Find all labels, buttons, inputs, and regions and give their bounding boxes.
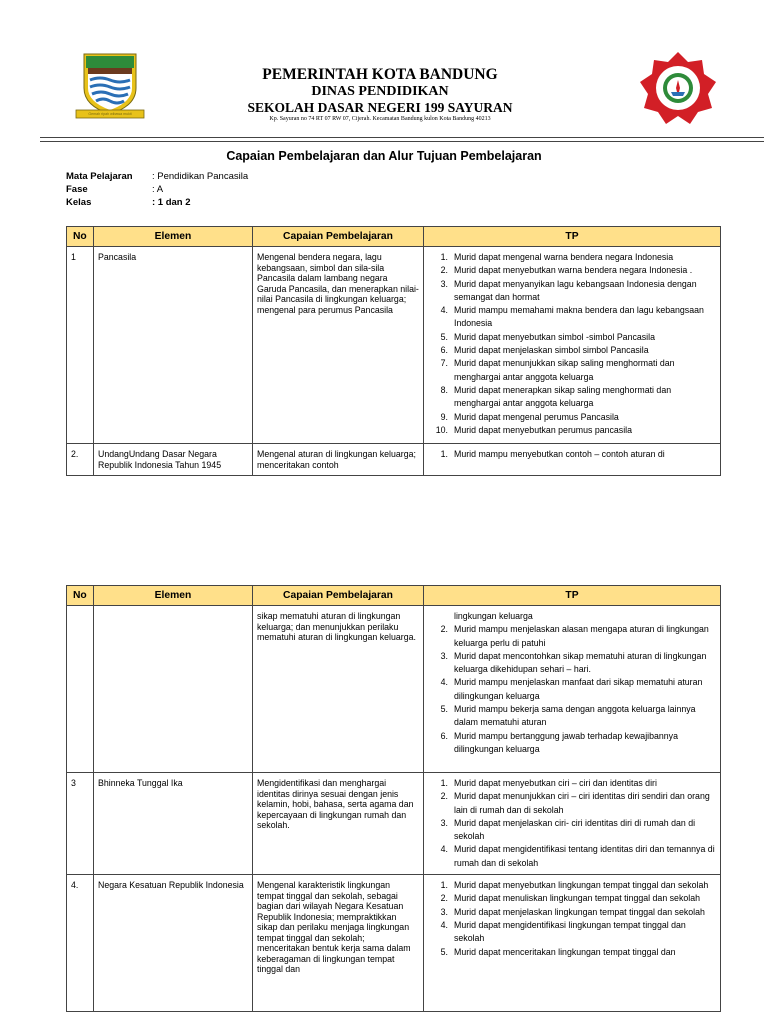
row-no: 3 xyxy=(71,778,76,788)
table-row xyxy=(67,773,721,875)
list-item: 3. Murid dapat menjelaskan ciri- ciri identitas diri di rumah dan di sekolah xyxy=(440,817,696,842)
list-item: 6. Murid mampu bertanggung jawab terhadap kewajibannya dilingkungan keluarga xyxy=(440,730,678,754)
list-item: 7. Murid dapat menunjukkan sikap saling menghormati dan menghargai antar anggota keluarga xyxy=(440,358,675,382)
list-item: 4. Murid mampu menjelaskan manfaat dari sikap mematuhi aturan dilingkungan keluarga xyxy=(440,677,703,701)
list-item: 2. Murid dapat menyebutkan warna bendera negara Indonesia . xyxy=(440,265,693,276)
learning-outcomes-table-continued xyxy=(66,585,721,1012)
list-item: 4. Murid dapat mengidentifikasi tentang identitas diri dan temannya di rumah dan di sekolah xyxy=(440,844,715,868)
letterhead-school: SEKOLAH DASAR NEGERI 199 SAYURAN xyxy=(247,100,513,115)
row-elemen: Bhinneka Tunggal Ika xyxy=(98,778,183,788)
list-item: 5. Murid mampu bekerja sama dengan anggota keluarga lainnya dalam mematuhi aturan xyxy=(440,704,696,728)
list-item: 4. Murid mampu memahami makna bendera dan lagu kebangsaan Indonesia xyxy=(440,305,704,329)
tp-list xyxy=(424,773,720,874)
list-item: 8. Murid dapat menerapkan sikap saling menghormati dan menghargai antar anggota keluarga xyxy=(440,384,672,409)
list-item: 3. Murid dapat menjelaskan lingkungan tempat tinggal dan sekolah xyxy=(440,906,705,917)
list-item: 10. Murid dapat menyebutkan perumus pancasila xyxy=(435,424,632,435)
tp-list xyxy=(424,444,720,465)
meta-value: : 1 dan 2 xyxy=(152,197,191,208)
tp-list xyxy=(424,623,720,760)
letterhead-government: PEMERINTAH KOTA BANDUNG xyxy=(262,66,498,83)
list-item: 9. Murid dapat mengenal perumus Pancasila xyxy=(440,411,619,422)
left-logo-motto: Gemah ripah wibawa mukti xyxy=(88,112,132,116)
row-no: 4. xyxy=(71,880,79,891)
school-emblem-icon xyxy=(638,50,718,126)
meta-phase xyxy=(66,184,163,195)
row-elemen xyxy=(94,606,252,615)
list-item: 3. Murid dapat menyanyikan lagu kebangsaan Indonesia dengan semangat dan hormat xyxy=(440,278,697,302)
list-item: 1. Murid dapat menyebutkan lingkungan tempat tinggal dan sekolah xyxy=(440,880,709,891)
meta-class xyxy=(66,197,191,208)
header-no: No xyxy=(67,586,94,606)
list-item: 2. Murid dapat menunjukkan ciri – ciri identitas diri sendiri dan orang lain di rumah dan di sekolah xyxy=(440,791,710,815)
letterhead-rule-thin xyxy=(40,141,764,142)
tp-list xyxy=(424,247,720,441)
row-no xyxy=(67,606,93,615)
tp-list xyxy=(424,875,720,963)
meta-label: Fase xyxy=(66,184,88,195)
table-row xyxy=(67,444,721,476)
meta-value: : A xyxy=(152,184,164,195)
table-row xyxy=(67,875,721,1012)
row-capaian: Mengenal bendera negara, lagu kebangsaan, simbol dan sila-sila Pancasila dalam lambang negara Garuda Pancasila, dan menerapkan nilai-nilai Pancasila di lingkungan keluarga; mengenal para perumus Pancasila xyxy=(257,252,419,315)
row-elemen: Negara Kesatuan Republik Indonesia xyxy=(98,880,244,891)
header-capaian: Capaian Pembelajaran xyxy=(253,227,424,247)
row-elemen: Pancasila xyxy=(98,252,137,262)
list-item: 5. Murid dapat menyebutkan simbol -simbol Pancasila xyxy=(440,331,655,342)
header-elemen: Elemen xyxy=(94,227,253,247)
row-capaian: Mengenal aturan di lingkungan keluarga; menceritakan contoh xyxy=(257,449,416,470)
list-item: 1. Murid mampu menyebutkan contoh – contoh aturan di xyxy=(440,449,665,459)
list-item: 2. Murid mampu menjelaskan alasan mengapa aturan di lingkungan keluarga perlu di patuhi xyxy=(440,624,709,648)
table-header-row xyxy=(67,227,721,247)
table-row xyxy=(67,247,721,444)
meta-value: : Pendidikan Pancasila xyxy=(152,171,249,182)
list-item: 2. Murid dapat menuliskan lingkungan tempat tinggal dan sekolah xyxy=(440,893,700,904)
table-row xyxy=(67,606,721,773)
letterhead-rule-thick xyxy=(40,137,764,138)
header-tp: TP xyxy=(424,227,721,247)
left-logo xyxy=(74,48,146,122)
row-capaian: Mengidentifikasi dan menghargai identitas dirinya sesuai dengan jenis kelamin, hobi, bahasa, serta agama dan kepercayaan di lingkungan rumah dan sekolah. xyxy=(257,778,414,830)
header-capaian: Capaian Pembelajaran xyxy=(253,586,424,606)
document-title: Capaian Pembelajaran dan Alur Tujuan Pembelajaran xyxy=(226,149,542,163)
list-item: 3. Murid dapat mencontohkan sikap mematuhi aturan di lingkungan keluarga dikehidupan sehari – hari. xyxy=(440,650,707,675)
learning-outcomes-table xyxy=(66,226,721,476)
meta-label: Mata Pelajaran xyxy=(66,171,133,182)
list-item: 4. Murid dapat mengidentifikasi lingkungan tempat tinggal dan sekolah xyxy=(440,919,686,944)
row-capaian: Mengenal karakteristik lingkungan tempat tinggal dan sekolah, sebagai bagian dari wilayah Negara Kesatuan Republik Indonesia; mempraktikkan sikap dan perilaku menjaga lingkungan tempat tinggal dan sekolah; menceritakan bentuk kerja sama dalam keberagaman di lingkungan tempat tinggal dan xyxy=(257,880,411,975)
table-header-row xyxy=(67,586,721,606)
header-tp: TP xyxy=(424,586,721,606)
meta-label: Kelas xyxy=(66,197,92,208)
row-capaian: sikap mematuhi aturan di lingkungan keluarga; dan menunjukkan perilaku mematuhi aturan di lingkungan keluarga. xyxy=(257,611,416,642)
row-elemen: UndangUndang Dasar Negara Republik Indonesia Tahun 1945 xyxy=(98,449,222,470)
list-item: 5. Murid dapat menceritakan lingkungan tempat tinggal dan xyxy=(440,946,676,957)
letterhead-department: DINAS PENDIDIKAN xyxy=(311,84,449,99)
right-logo xyxy=(638,50,718,126)
row-no: 1 xyxy=(71,252,76,262)
list-item: 6. Murid dapat menjelaskan simbol simbol Pancasila xyxy=(440,345,649,356)
header-elemen: Elemen xyxy=(94,586,253,606)
letterhead-address: Kp. Sayuran no 74 RT 07 RW 07, Cijerah. Kecamatan Bandung kulon Kota Bandung 40213 xyxy=(269,116,491,122)
list-item: 1. Murid dapat menyebutkan ciri – ciri dan identitas diri xyxy=(440,778,657,788)
row-no: 2. xyxy=(71,449,79,459)
meta-subject xyxy=(66,171,248,182)
tp-continuation: lingkungan keluarga xyxy=(454,611,533,621)
header-no: No xyxy=(67,227,94,247)
list-item: 1. Murid dapat mengenal warna bendera negara Indonesia xyxy=(440,252,674,262)
